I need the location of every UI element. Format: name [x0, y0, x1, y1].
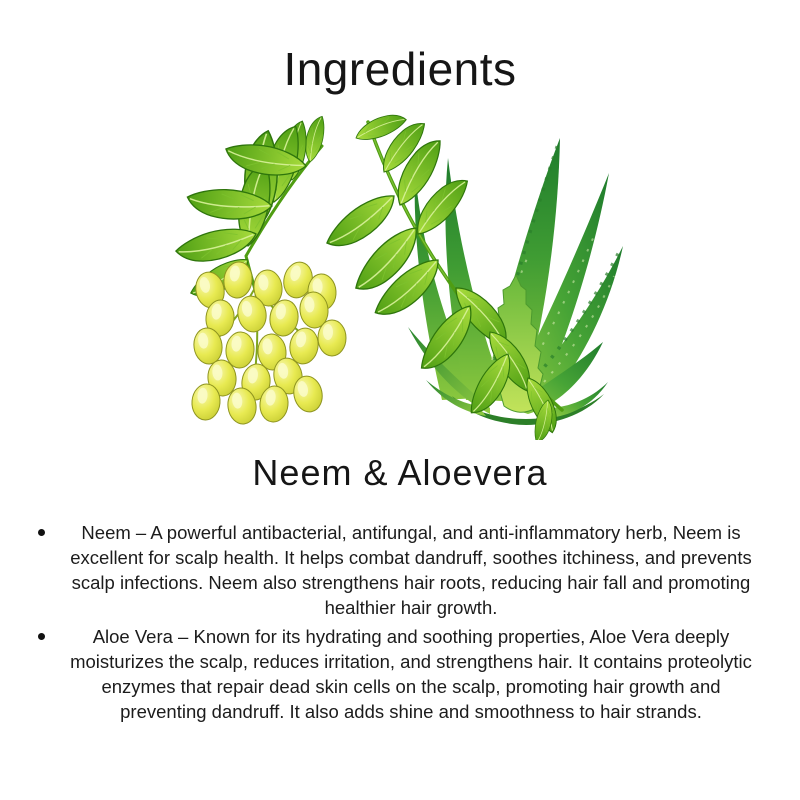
neem-description: Neem – A powerful antibacterial, antifungal, and anti-inflammatory herb, Neem is excellent for scalp health. It helps combat dandruff, soothes itchiness, and prevents scalp infections. Neem also strengthens hair roots, reducing hair fall and promoting healthier hair growth. — [70, 522, 752, 618]
neem-berries-cluster — [190, 259, 346, 426]
bullet-dot — [38, 529, 45, 536]
neem-aloevera-illustration — [160, 110, 640, 440]
page-title: Ingredients — [283, 43, 517, 95]
ingredients-subtitle: Neem & Aloevera — [252, 452, 548, 493]
bullet-dot — [38, 633, 45, 640]
ingredient-list — [70, 520, 752, 724]
list-item-neem — [70, 520, 752, 620]
aloe-vera-description: Aloe Vera – Known for its hydrating and soothing properties, Aloe Vera deeply moisturizes the scalp, reduces irritation, and strengthens hair. It contains proteolytic enzymes that repair dead skin cells on the scalp, promoting hair growth and preventing dandruff. It also adds shine and smoothness to hair strands. — [70, 626, 752, 722]
plants-graphic — [160, 110, 640, 440]
list-item-aloe-vera — [70, 624, 752, 724]
